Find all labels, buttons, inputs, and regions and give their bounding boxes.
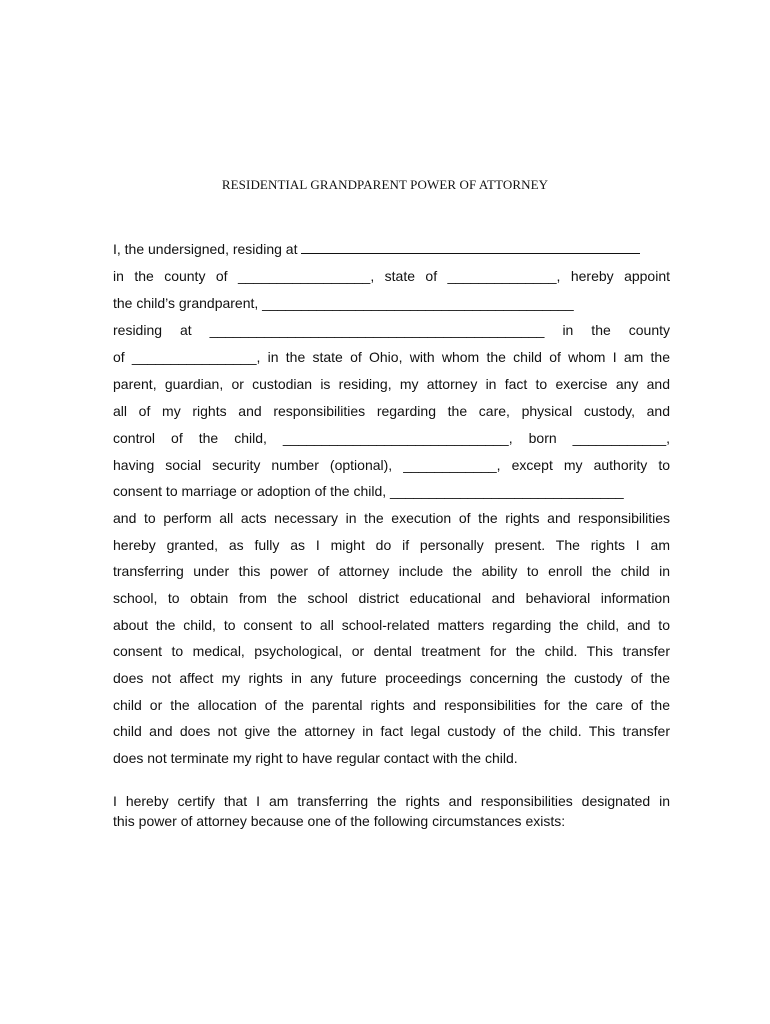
document-title: RESIDENTIAL GRANDPARENT POWER OF ATTORNEY [221, 177, 549, 192]
text-line: does not affect my rights in any future proceedings concerning the custody of the [113, 670, 670, 686]
text-line: of ________________, in the state of Ohio, with whom the child of whom I am the [113, 349, 670, 365]
text-line: transferring under this power of attorney include the ability to enroll the child in [113, 563, 670, 579]
text-line: this power of attorney because one of the following circumstances exists: [113, 813, 566, 829]
text-line: residing at ___________________________________________ in the county [113, 322, 670, 338]
text-line: parent, guardian, or custodian is residing, my attorney in fact to exercise any and [113, 376, 670, 392]
text-line: child or the allocation of the parental rights and responsibilities for the care of the [113, 697, 670, 713]
text-line: all of my rights and responsibilities regarding the care, physical custody, and [113, 403, 670, 419]
text-line: child and does not give the attorney in fact legal custody of the child. This transfer [113, 723, 670, 739]
text-line: hereby granted, as fully as I might do if personally present. The rights I am [113, 537, 670, 553]
residence-address-blank [301, 241, 640, 254]
text-line: consent to medical, psychological, or dental treatment for the child. This transfer [113, 643, 670, 659]
text-line: having social security number (optional), ____________, except my authority to [113, 457, 670, 473]
text-line: does not terminate my right to have regular contact with the child. [113, 750, 518, 766]
text-line-label: I, the undersigned, residing at [113, 241, 298, 257]
text-line: consent to marriage or adoption of the child, ______________________________ [113, 483, 624, 499]
text-line: I hereby certify that I am transferring the rights and responsibilities designated in [113, 793, 670, 809]
text-line: control of the child, _____________________________, born ____________, [113, 430, 670, 446]
text-line [113, 240, 670, 258]
text-line: the child’s grandparent, ________________________________________ [113, 295, 574, 311]
text-line: about the child, to consent to all school-related matters regarding the child, and to [113, 617, 670, 633]
text-line: school, to obtain from the school district educational and behavioral information [113, 590, 670, 606]
text-line: and to perform all acts necessary in the execution of the rights and responsibilities [113, 510, 670, 526]
text-line: in the county of _________________, state of ______________, hereby appoint [113, 268, 670, 284]
